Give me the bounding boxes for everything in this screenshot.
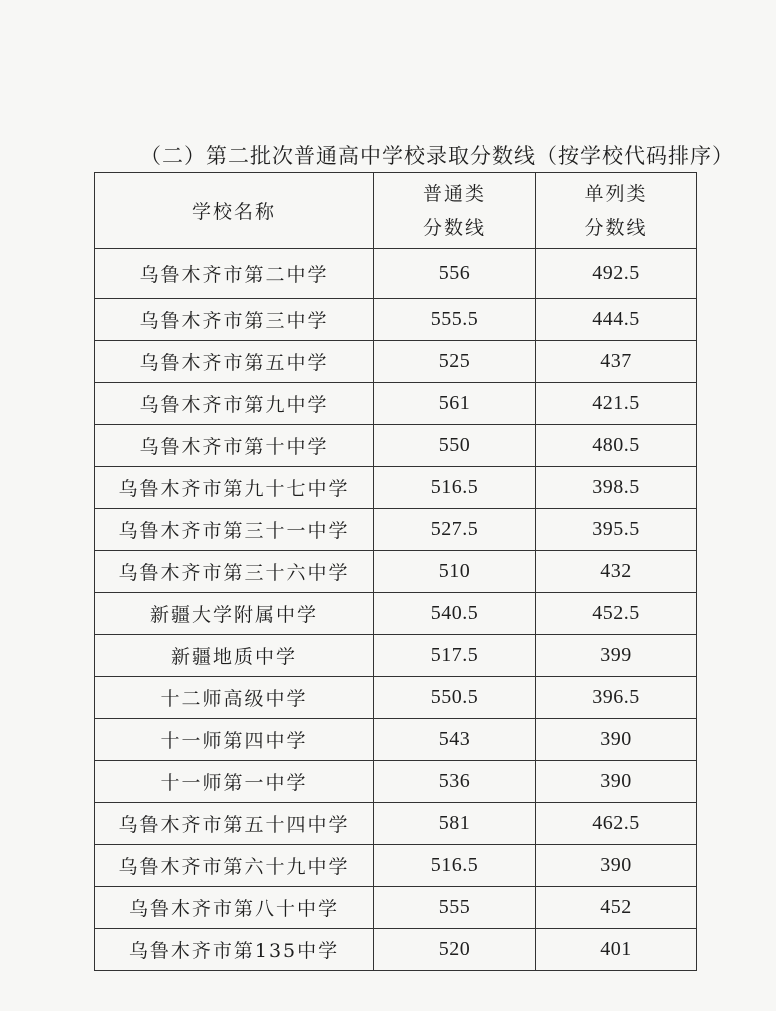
header-regular-line1: 普通类 [422, 182, 486, 205]
table-row [95, 551, 697, 593]
header-separate-score [536, 173, 697, 249]
school-name-cell: 乌鲁木齐市第三十六中学 [95, 551, 374, 593]
regular-score-cell: 527.5 [374, 509, 536, 551]
school-name-cell: 乌鲁木齐市第十中学 [95, 425, 374, 467]
table-row [95, 425, 697, 467]
regular-score-cell: 550.5 [374, 677, 536, 719]
regular-score-cell: 516.5 [374, 845, 536, 887]
table-row [95, 635, 697, 677]
separate-score-cell: 421.5 [536, 383, 697, 425]
separate-score-cell: 395.5 [536, 509, 697, 551]
school-name-cell: 乌鲁木齐市第135中学 [95, 929, 374, 971]
separate-score-cell: 390 [536, 845, 697, 887]
separate-score-cell: 401 [536, 929, 697, 971]
regular-score-cell: 555.5 [374, 299, 536, 341]
separate-score-cell: 399 [536, 635, 697, 677]
regular-score-cell: 561 [374, 383, 536, 425]
school-name-cell: 乌鲁木齐市第九十七中学 [95, 467, 374, 509]
separate-score-cell: 398.5 [536, 467, 697, 509]
separate-score-cell: 432 [536, 551, 697, 593]
separate-score-cell: 437 [536, 341, 697, 383]
school-name-cell: 乌鲁木齐市第二中学 [95, 249, 374, 299]
table-row [95, 593, 697, 635]
regular-score-cell: 555 [374, 887, 536, 929]
regular-score-cell: 516.5 [374, 467, 536, 509]
separate-score-cell: 452.5 [536, 593, 697, 635]
header-separate-line1: 单列类 [584, 182, 648, 205]
regular-score-cell: 556 [374, 249, 536, 299]
school-name-cell: 乌鲁木齐市第九中学 [95, 383, 374, 425]
separate-score-cell: 390 [536, 761, 697, 803]
school-name-cell: 新疆地质中学 [95, 635, 374, 677]
school-name-cell: 乌鲁木齐市第三中学 [95, 299, 374, 341]
separate-score-cell: 480.5 [536, 425, 697, 467]
header-regular-score [374, 173, 536, 249]
regular-score-cell: 510 [374, 551, 536, 593]
table-header-row [95, 173, 697, 249]
school-name-cell: 十二师高级中学 [95, 677, 374, 719]
table-row [95, 719, 697, 761]
school-name-cell: 十一师第四中学 [95, 719, 374, 761]
table-row [95, 509, 697, 551]
school-name-cell: 乌鲁木齐市第八十中学 [95, 887, 374, 929]
table-row [95, 887, 697, 929]
regular-score-cell: 540.5 [374, 593, 536, 635]
header-regular-line2: 分数线 [422, 216, 486, 239]
regular-score-cell: 536 [374, 761, 536, 803]
regular-score-cell: 581 [374, 803, 536, 845]
table-row [95, 341, 697, 383]
regular-score-cell: 525 [374, 341, 536, 383]
school-name-cell: 新疆大学附属中学 [95, 593, 374, 635]
regular-score-cell: 520 [374, 929, 536, 971]
school-name-cell: 十一师第一中学 [95, 761, 374, 803]
school-name-cell: 乌鲁木齐市第三十一中学 [95, 509, 374, 551]
separate-score-cell: 396.5 [536, 677, 697, 719]
header-separate-line2: 分数线 [584, 216, 648, 239]
regular-score-cell: 517.5 [374, 635, 536, 677]
school-name-cell: 乌鲁木齐市第五十四中学 [95, 803, 374, 845]
table-row [95, 677, 697, 719]
separate-score-cell: 444.5 [536, 299, 697, 341]
separate-score-cell: 452 [536, 887, 697, 929]
regular-score-cell: 543 [374, 719, 536, 761]
table-row [95, 845, 697, 887]
page-title: （二）第二批次普通高中学校录取分数线（按学校代码排序） [140, 144, 734, 168]
school-name-cell: 乌鲁木齐市第五中学 [95, 341, 374, 383]
school-name-cell: 乌鲁木齐市第六十九中学 [95, 845, 374, 887]
table-row [95, 761, 697, 803]
table-row [95, 929, 697, 971]
table-row [95, 383, 697, 425]
table-row [95, 249, 697, 299]
separate-score-cell: 462.5 [536, 803, 697, 845]
table-row [95, 467, 697, 509]
separate-score-cell: 390 [536, 719, 697, 761]
separate-score-cell: 492.5 [536, 249, 697, 299]
table-row [95, 299, 697, 341]
regular-score-cell: 550 [374, 425, 536, 467]
header-school-name: 学校名称 [95, 173, 374, 249]
admission-score-table [94, 172, 697, 971]
table-row [95, 803, 697, 845]
